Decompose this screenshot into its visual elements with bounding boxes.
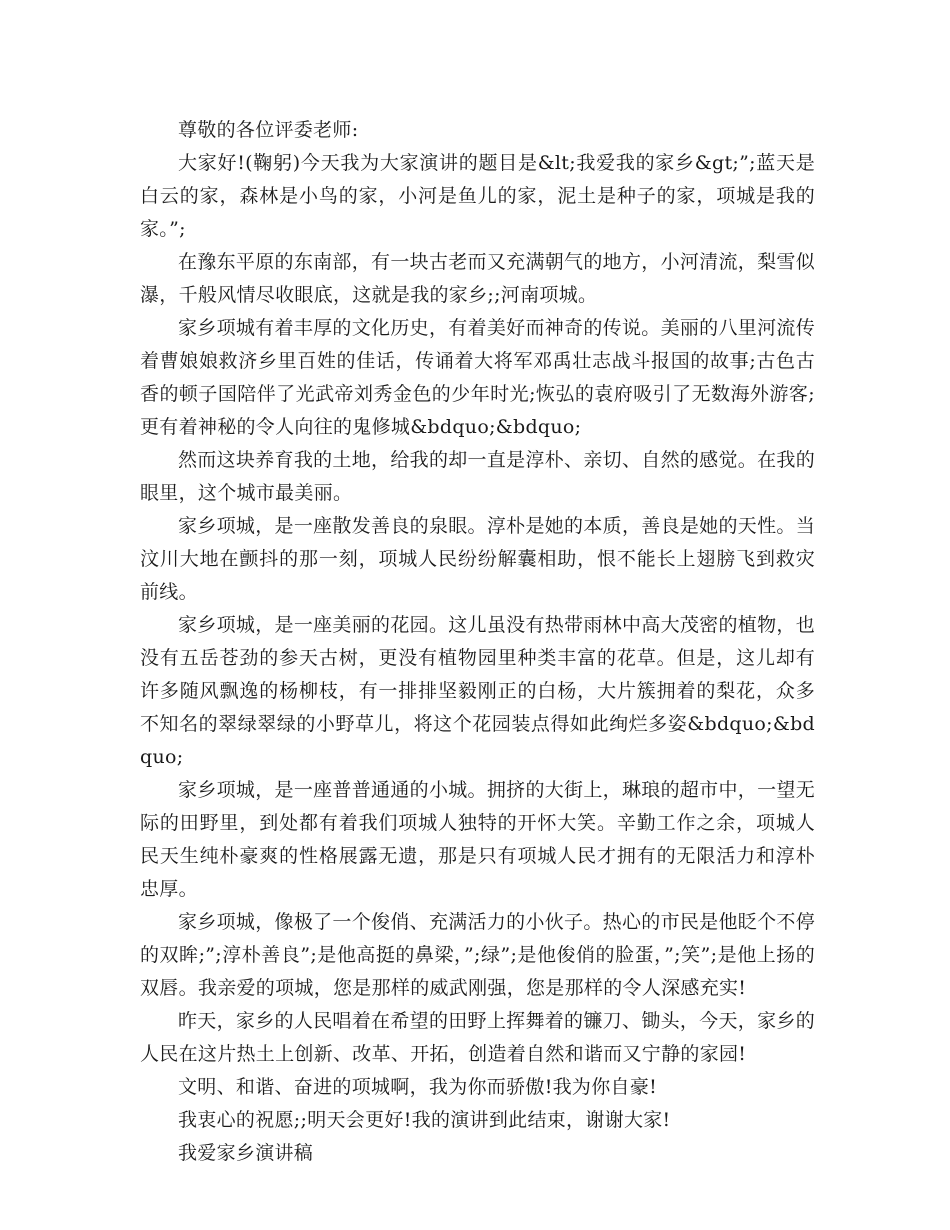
hometown-location-paragraph: 在豫东平原的东南部，有一块古老而又充满朝气的地方，小河清流，梨雪似瀑，千般风情尽收眼底，这就是我的家乡;;河南项城。 — [140, 251, 815, 306]
garden-paragraph: 家乡项城，是一座美丽的花园。这儿虽没有热带雨林中高大茂密的植物，也没有五岳苍劲的参天古树，更没有植物园里种类丰富的花草。但是，这儿却有许多随风飘逸的杨柳枝，有一排排坚毅刚正的白杨，大片簇拥着的梨花，众多不知名的翠绿翠绿的小野草儿，将这个花园装点得如此绚烂多姿&bdquo;&bdquo; — [140, 614, 815, 768]
speech-text-body — [140, 114, 815, 1170]
greeting-line: 尊敬的各位评委老师: — [178, 119, 359, 141]
young-man-paragraph: 家乡项城，像极了一个俊俏、充满活力的小伙子。热心的市民是他眨个不停的双眸;”;淳朴善良”;是他高挺的鼻梁，”;绿”;是他俊俏的脸蛋，”;笑”;是他上扬的双唇。我亲爱的项城，您是那样的威武刚强，您是那样的令人深感充实! — [140, 911, 815, 999]
feeling-paragraph: 然而这块养育我的土地，给我的却一直是淳朴、亲切、自然的感觉。在我的眼里，这个城市最美丽。 — [140, 449, 815, 504]
opening-paragraph: 大家好!(鞠躬)今天我为大家演讲的题目是&lt;我爱我的家乡&gt;”;蓝天是白云的家，森林是小鸟的家，小河是鱼儿的家，泥土是种子的家，项城是我的家。”; — [140, 152, 815, 240]
kindness-paragraph: 家乡项城，是一座散发善良的泉眼。淳朴是她的本质，善良是她的天性。当汶川大地在颤抖的那一刻，项城人民纷纷解囊相助，恨不能长上翅膀飞到救灾前线。 — [140, 515, 815, 603]
history-paragraph: 家乡项城有着丰厚的文化历史，有着美好而神奇的传说。美丽的八里河流传着曹娘娘救济乡里百姓的佳话，传诵着大将军邓禹壮志战斗报国的故事;古色古香的顿子国陪伴了光武帝刘秀金色的少年时光;恢弘的袁府吸引了无数海外游客;更有着神秘的令人向往的鬼修城&bdquo;&bdquo; — [140, 317, 815, 438]
small-city-paragraph: 家乡项城，是一座普普通通的小城。拥挤的大街上，琳琅的超市中，一望无际的田野里，到处都有着我们项城人独特的开怀大笑。辛勤工作之余，项城人民天生纯朴豪爽的性格展露无遗，那是只有项城人民才拥有的无限活力和淳朴忠厚。 — [140, 779, 815, 900]
pride-paragraph: 文明、和谐、奋进的项城啊，我为你而骄傲!我为你自豪! — [178, 1076, 658, 1098]
closing-paragraph: 我衷心的祝愿;;明天会更好!我的演讲到此结束，谢谢大家! — [178, 1109, 671, 1131]
yesterday-today-paragraph: 昨天，家乡的人民唱着在希望的田野上挥舞着的镰刀、锄头，今天，家乡的人民在这片热土上创新、改革、开拓，创造着自然和谐而又宁静的家园! — [140, 1010, 815, 1065]
document-title-line: 我爱家乡演讲稿 — [178, 1142, 314, 1164]
